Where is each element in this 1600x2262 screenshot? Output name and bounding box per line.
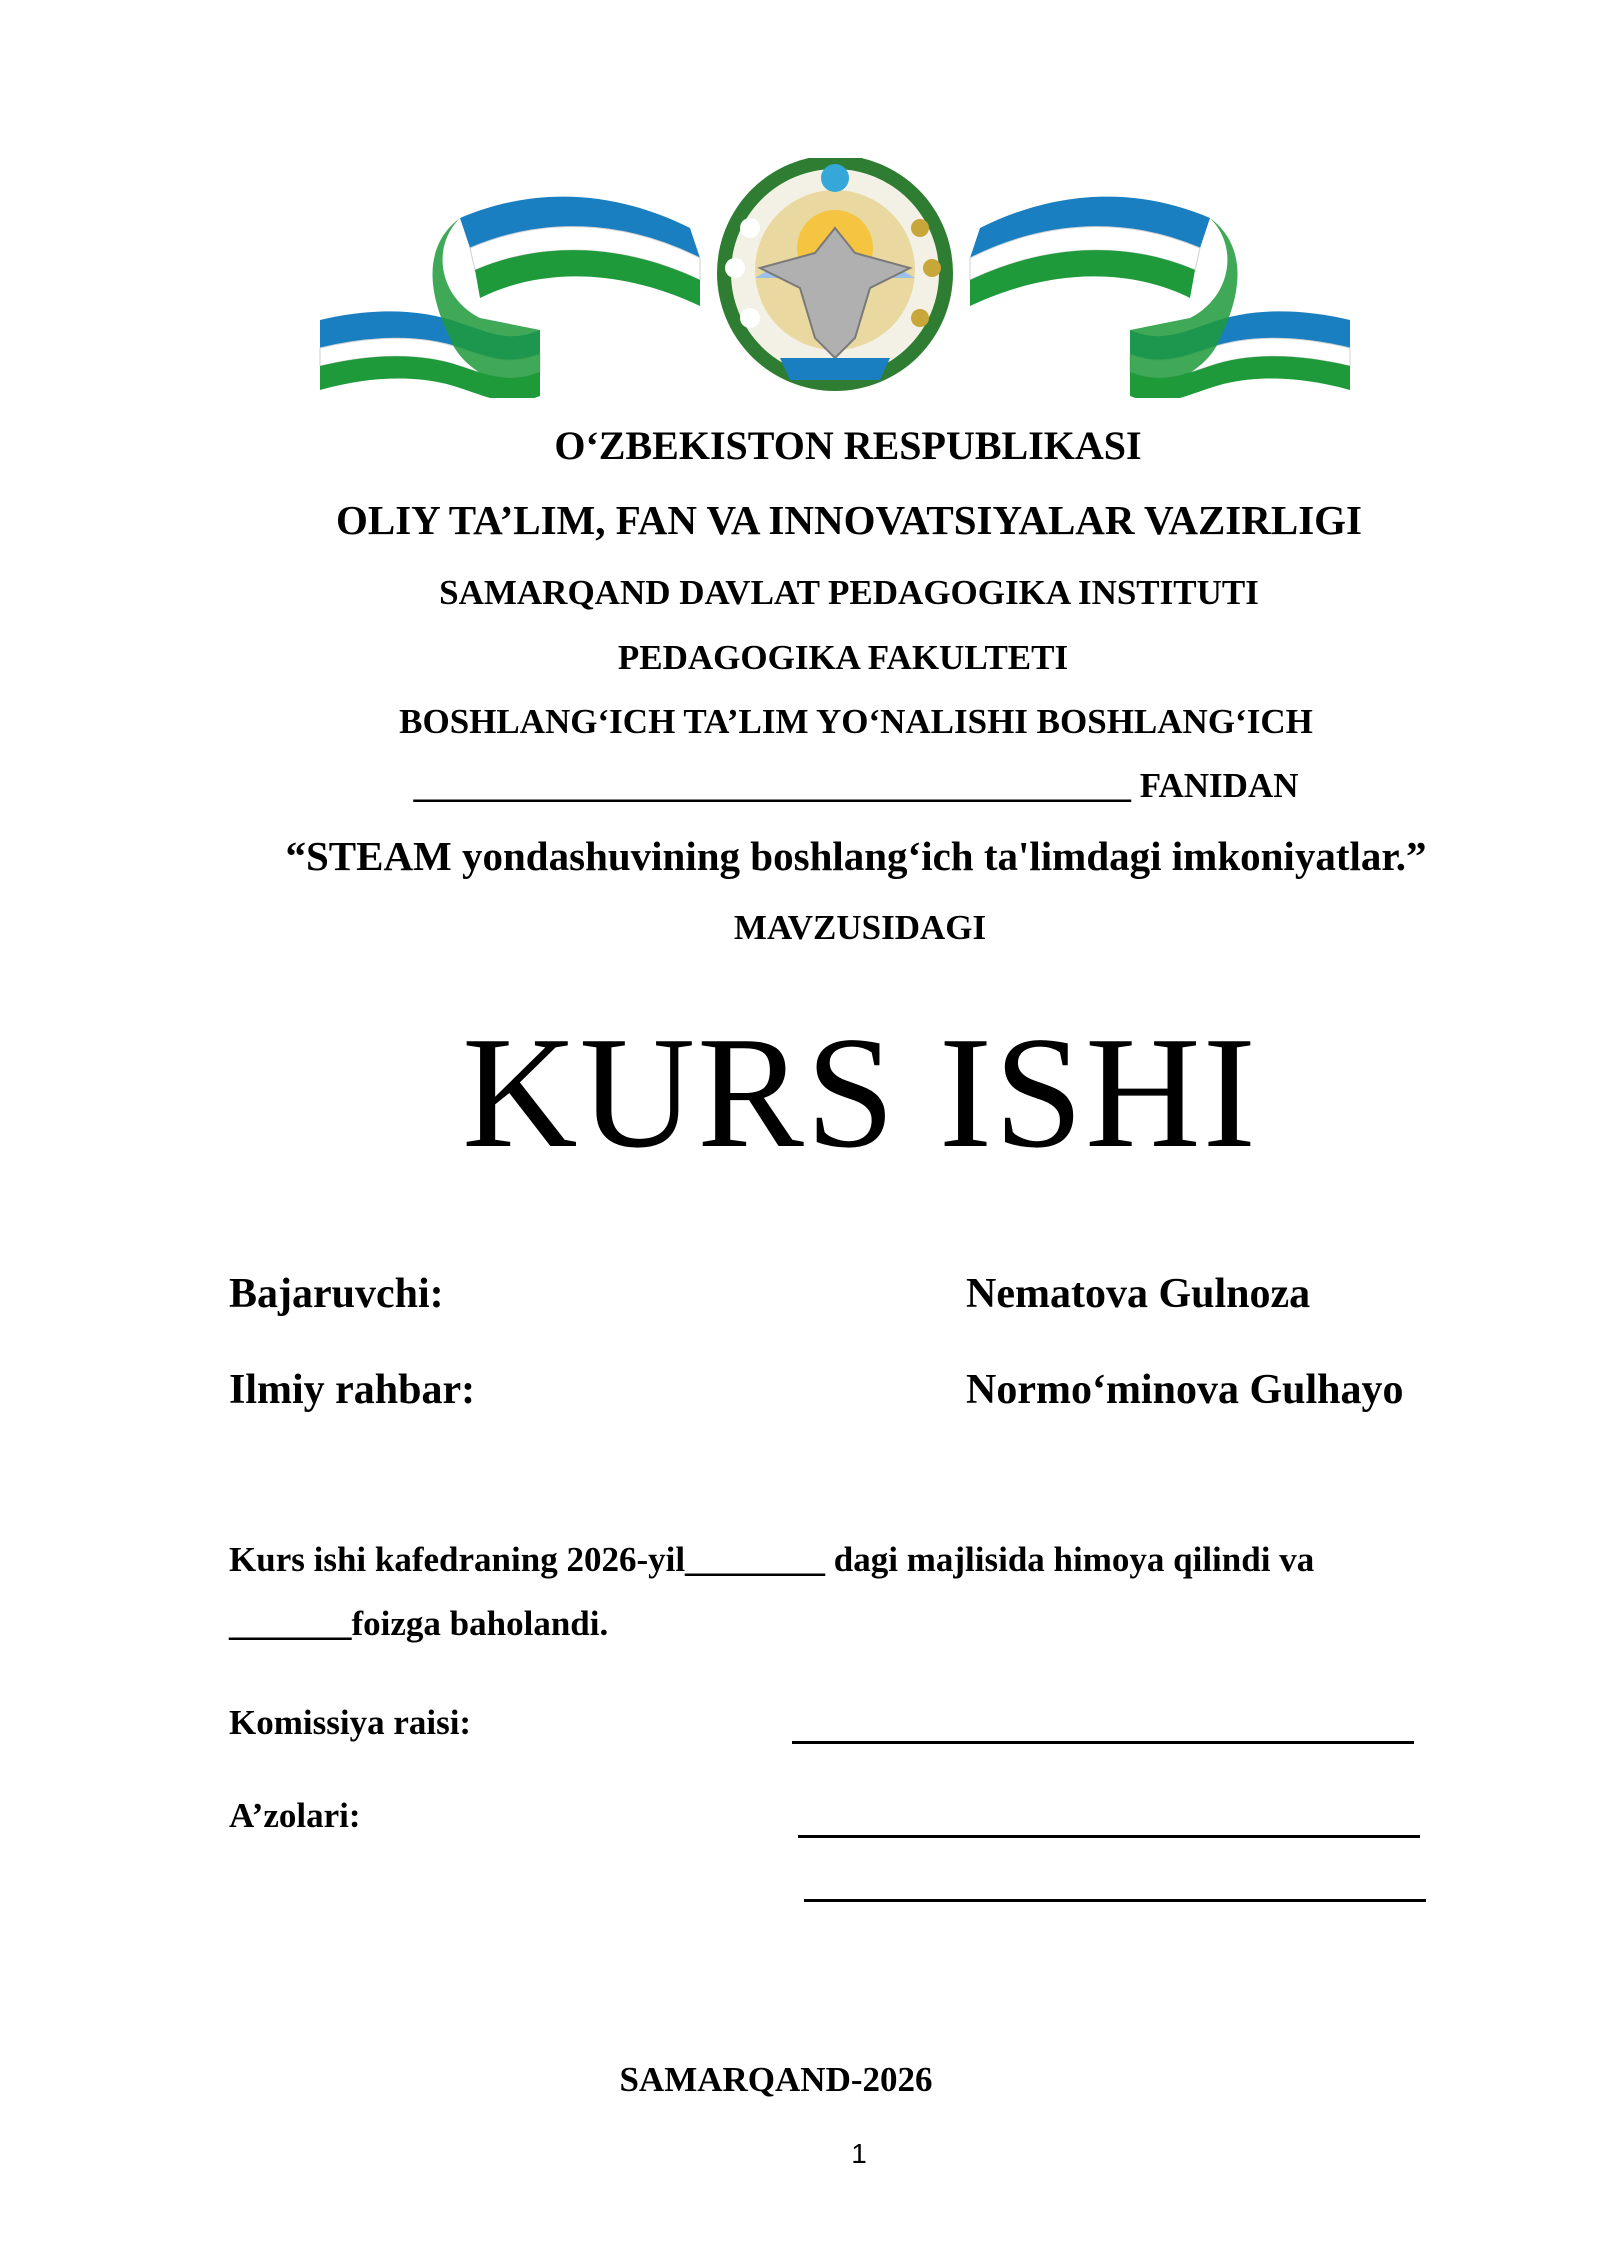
defense-text-line-2: _______foizga baholandi.: [229, 1604, 609, 1643]
member-signature-line: [804, 1899, 1426, 1902]
page-number: 1: [851, 2138, 867, 2169]
direction-heading: BOSHLANG‘ICH TA’LIM YO‘NALISHI BOSHLANG‘ICH: [399, 702, 1313, 741]
city-year: SAMARQAND-2026: [619, 2060, 933, 2099]
defense-text-line-1: Kurs ishi kafedraning 2026-yil________ dagi majlisida himoya qilindi va: [229, 1540, 1315, 1579]
commission-chair-label: Komissiya raisi:: [229, 1703, 472, 1742]
advisor-label: Ilmiy rahbar:: [229, 1367, 476, 1413]
institute-heading: SAMARQAND DAVLAT PEDAGOGIKA INSTITUTI: [439, 573, 1259, 612]
country-heading: O‘ZBEKISTON RESPUBLIKASI: [554, 423, 1142, 468]
chair-signature-line: [792, 1741, 1414, 1744]
advisor-name: Normo‘minova Gulhayo: [966, 1367, 1404, 1413]
subject-line: _________________________________________ FANIDAN: [413, 766, 1299, 805]
state-emblem-icon: [310, 158, 1360, 398]
document-title: KURS ISHI: [462, 1003, 1258, 1181]
member-signature-line: [798, 1835, 1420, 1838]
topic-suffix: MAVZUSIDAGI: [733, 908, 987, 947]
faculty-heading: PEDAGOGIKA FAKULTETI: [617, 638, 1069, 677]
commission-members-label: A’zolari:: [229, 1796, 361, 1835]
topic-title: “STEAM yondashuvining boshlang‘ich ta'limdagi imkoniyatlar.”: [285, 833, 1427, 879]
performer-label: Bajaruvchi:: [229, 1271, 444, 1317]
performer-name: Nematova Gulnoza: [966, 1271, 1311, 1317]
ministry-heading: OLIY TA’LIM, FAN VA INNOVATSIYALAR VAZIRLIGI: [335, 497, 1363, 543]
